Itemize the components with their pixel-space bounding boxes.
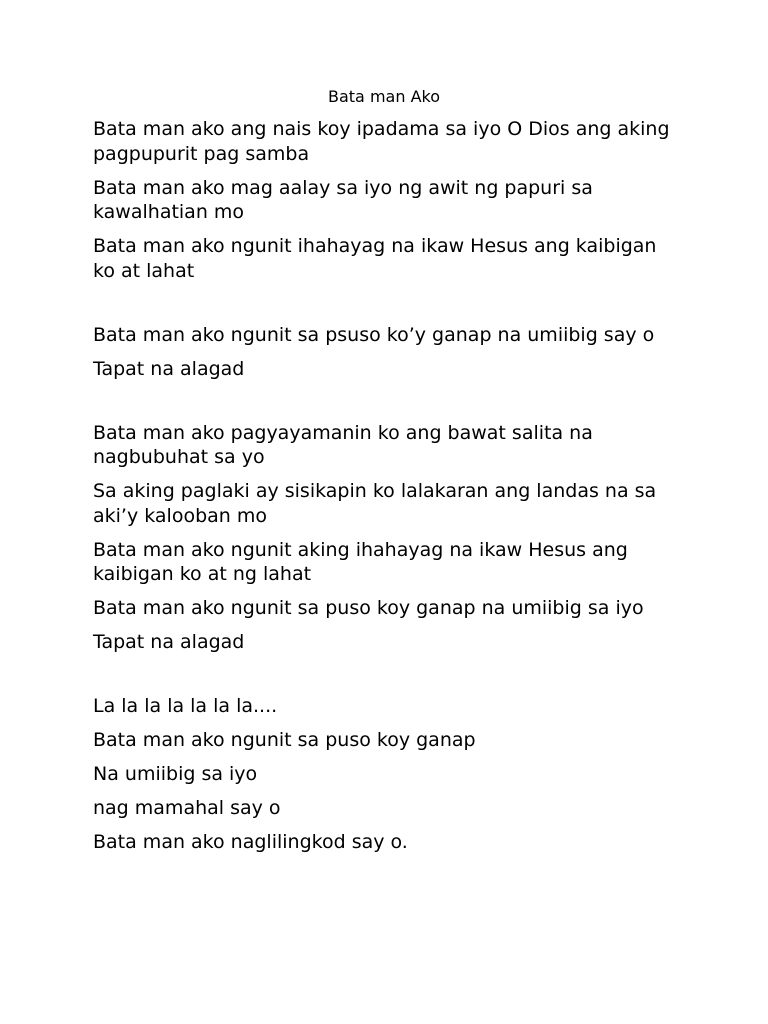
lyric-paragraph: Sa aking paglaki ay sisikapin ko lalakaran ang landas na sa aki’y kalooban mo [93,480,657,527]
lyric-paragraph: Bata man ako mag aalay sa iyo ng awit ng papuri sa kawalhatian mo [93,176,593,223]
lyric-paragraph: Bata man ako ngunit sa puso koy ganap [93,729,476,751]
lyric-paragraph: Tapat na alagad [93,631,245,653]
lyric-paragraph: Bata man ako ngunit sa puso koy ganap na umiibig sa iyo [93,597,644,619]
lyric-paragraph: La la la la la la la.... [93,695,278,717]
lyric-paragraph: Na umiibig sa iyo [93,763,258,785]
stanza-gap [93,664,683,694]
lyric-paragraph: Bata man ako ngunit ihahayag na ikaw Hesus ang kaibigan ko at lahat [93,235,657,282]
lyric-paragraph: Bata man ako naglilingkod say o. [93,831,408,853]
stanza-gap [93,293,683,323]
lyric-paragraph: Bata man ako pagyayamanin ko ang bawat salita na nagbubuhat sa yo [93,421,593,468]
lyric-paragraph: Tapat na alagad [93,357,245,380]
lyric-paragraph: Bata man ako ngunit sa psuso ko’y ganap na umiibig say o [93,323,655,346]
stanza-gap [93,391,683,421]
lyrics-body [93,117,683,864]
lyric-paragraph: nag mamahal say o [93,797,281,819]
document-title: Bata man Ako [328,87,440,106]
lyric-paragraph: Bata man ako ngunit aking ihahayag na ikaw Hesus ang kaibigan ko at ng lahat [93,538,628,585]
lyric-paragraph: Bata man ako ang nais koy ipadama sa iyo O Dios ang aking pagpupurit pag samba [93,118,670,165]
